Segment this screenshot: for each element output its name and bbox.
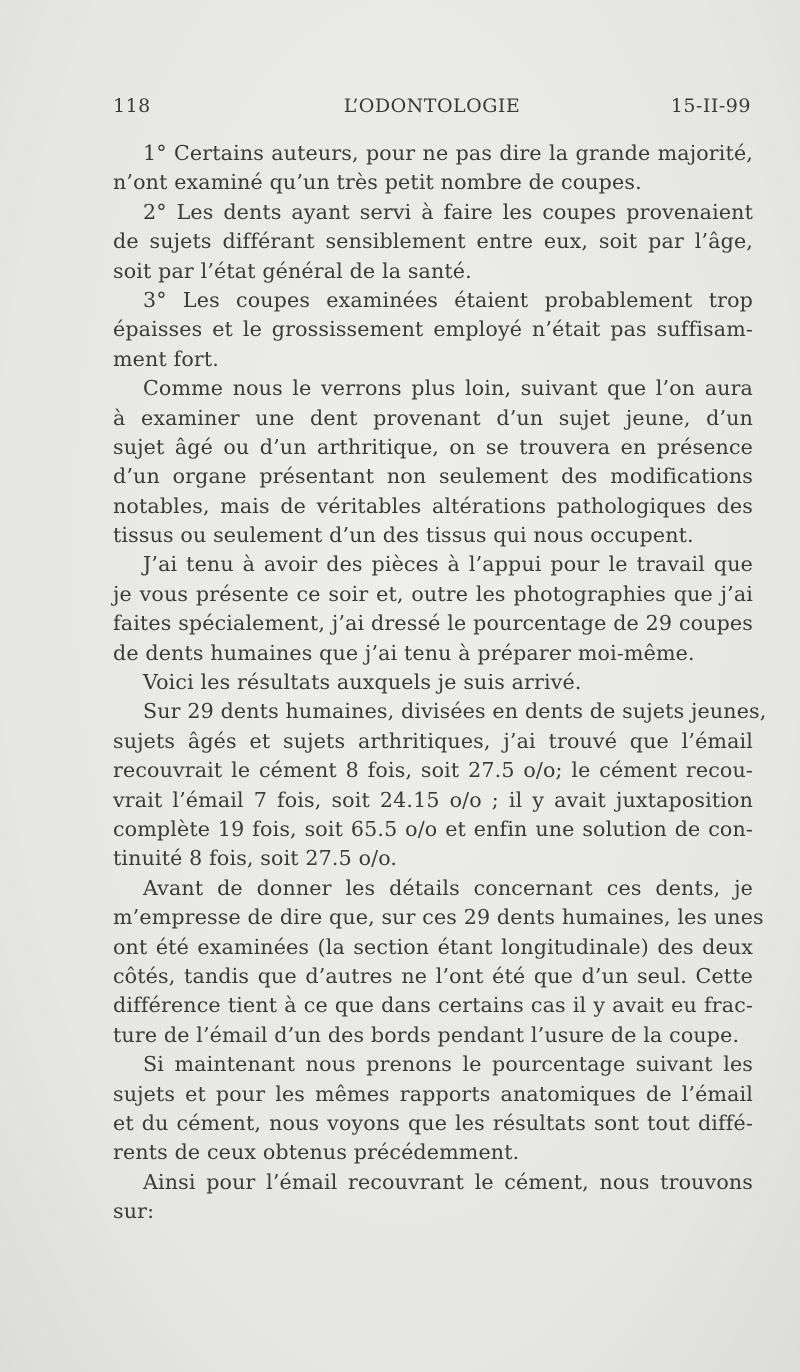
text-line: complète 19 fois, soit 65.5 o/o et enfin une solution de con-: [113, 816, 753, 841]
text-line: ment fort.: [113, 346, 219, 371]
text-line: soit par l’état général de la santé.: [113, 258, 472, 283]
text-line: m’empresse de dire que, sur ces 29 dents humaines, les unes: [113, 905, 764, 930]
text-line: différence tient à ce que dans certains cas il y avait eu frac-: [113, 993, 753, 1018]
issue-date: 15-II-99: [670, 95, 751, 117]
text-line: Sur 29 dents humaines, divisées en dents de sujets jeunes,: [143, 699, 767, 724]
text-line: tissus ou seulement d’un des tissus qui nous occupent.: [113, 523, 694, 548]
text-line: sujets âgés et sujets arthritiques, j’ai trouvé que l’émail: [113, 728, 753, 753]
text-line: recouvrait le cément 8 fois, soit 27.5 o/o; le cément recou-: [113, 758, 753, 783]
text-line: faites spécialement, j’ai dressé le pourcentage de 29 coupes: [113, 611, 753, 636]
text-line: J’ai tenu à avoir des pièces à l’appui pour le travail que: [143, 552, 753, 577]
text-line: je vous présente ce soir et, outre les photographies que j’ai: [113, 581, 753, 606]
text-line: Avant de donner les détails concernant ces dents, je: [143, 875, 753, 900]
text-line: rents de ceux obtenus précédemment.: [113, 1140, 520, 1165]
text-line: n’ont examiné qu’un très petit nombre de coupes.: [113, 170, 642, 195]
text-line: ont été examinées (la section étant longitudinale) des deux: [113, 934, 753, 959]
text-line: épaisses et le grossissement employé n’était pas suffisam-: [113, 317, 753, 342]
running-head: [113, 95, 751, 125]
body-text: [113, 139, 767, 1226]
text-line: à examiner une dent provenant d’un sujet jeune, d’un: [113, 405, 753, 430]
text-line: côtés, tandis que d’autres ne l’ont été que d’un seul. Cette: [113, 963, 753, 988]
text-line: ture de l’émail d’un des bords pendant l’usure de la coupe.: [113, 1022, 740, 1047]
text-line: de dents humaines que j’ai tenu à préparer moi-même.: [113, 640, 695, 665]
text-line: sujets et pour les mêmes rapports anatomiques de l’émail: [113, 1081, 753, 1106]
text-line: Voici les résultats auxquels je suis arrivé.: [143, 670, 582, 695]
text-line: 2° Les dents ayant servi à faire les coupes provenaient: [143, 199, 753, 224]
page-number: 118: [113, 95, 151, 117]
text-line: Ainsi pour l’émail recouvrant le cément, nous trouvons: [143, 1169, 753, 1194]
text-line: notables, mais de véritables altérations pathologiques des: [113, 493, 753, 518]
text-line: sujet âgé ou d’un arthritique, on se trouvera en présence: [113, 434, 753, 459]
text-line: vrait l’émail 7 fois, soit 24.15 o/o ; il y avait juxtaposition: [113, 787, 753, 812]
text-line: d’un organe présentant non seulement des modifications: [113, 464, 753, 489]
text-line: Comme nous le verrons plus loin, suivant que l’on aura: [143, 376, 753, 401]
journal-title: L’ODONTOLOGIE: [343, 95, 521, 117]
text-line: sur:: [113, 1199, 155, 1224]
text-line: et du cément, nous voyons que les résultats sont tout diffé-: [113, 1110, 753, 1135]
text-line: de sujets différant sensiblement entre eux, soit par l’âge,: [113, 229, 753, 254]
text-line: 3° Les coupes examinées étaient probablement trop: [143, 287, 753, 312]
text-line: tinuité 8 fois, soit 27.5 o/o.: [113, 846, 398, 871]
text-line: 1° Certains auteurs, pour ne pas dire la grande majorité,: [143, 141, 753, 165]
text-line: Si maintenant nous prenons le pourcentage suivant les: [143, 1052, 753, 1077]
